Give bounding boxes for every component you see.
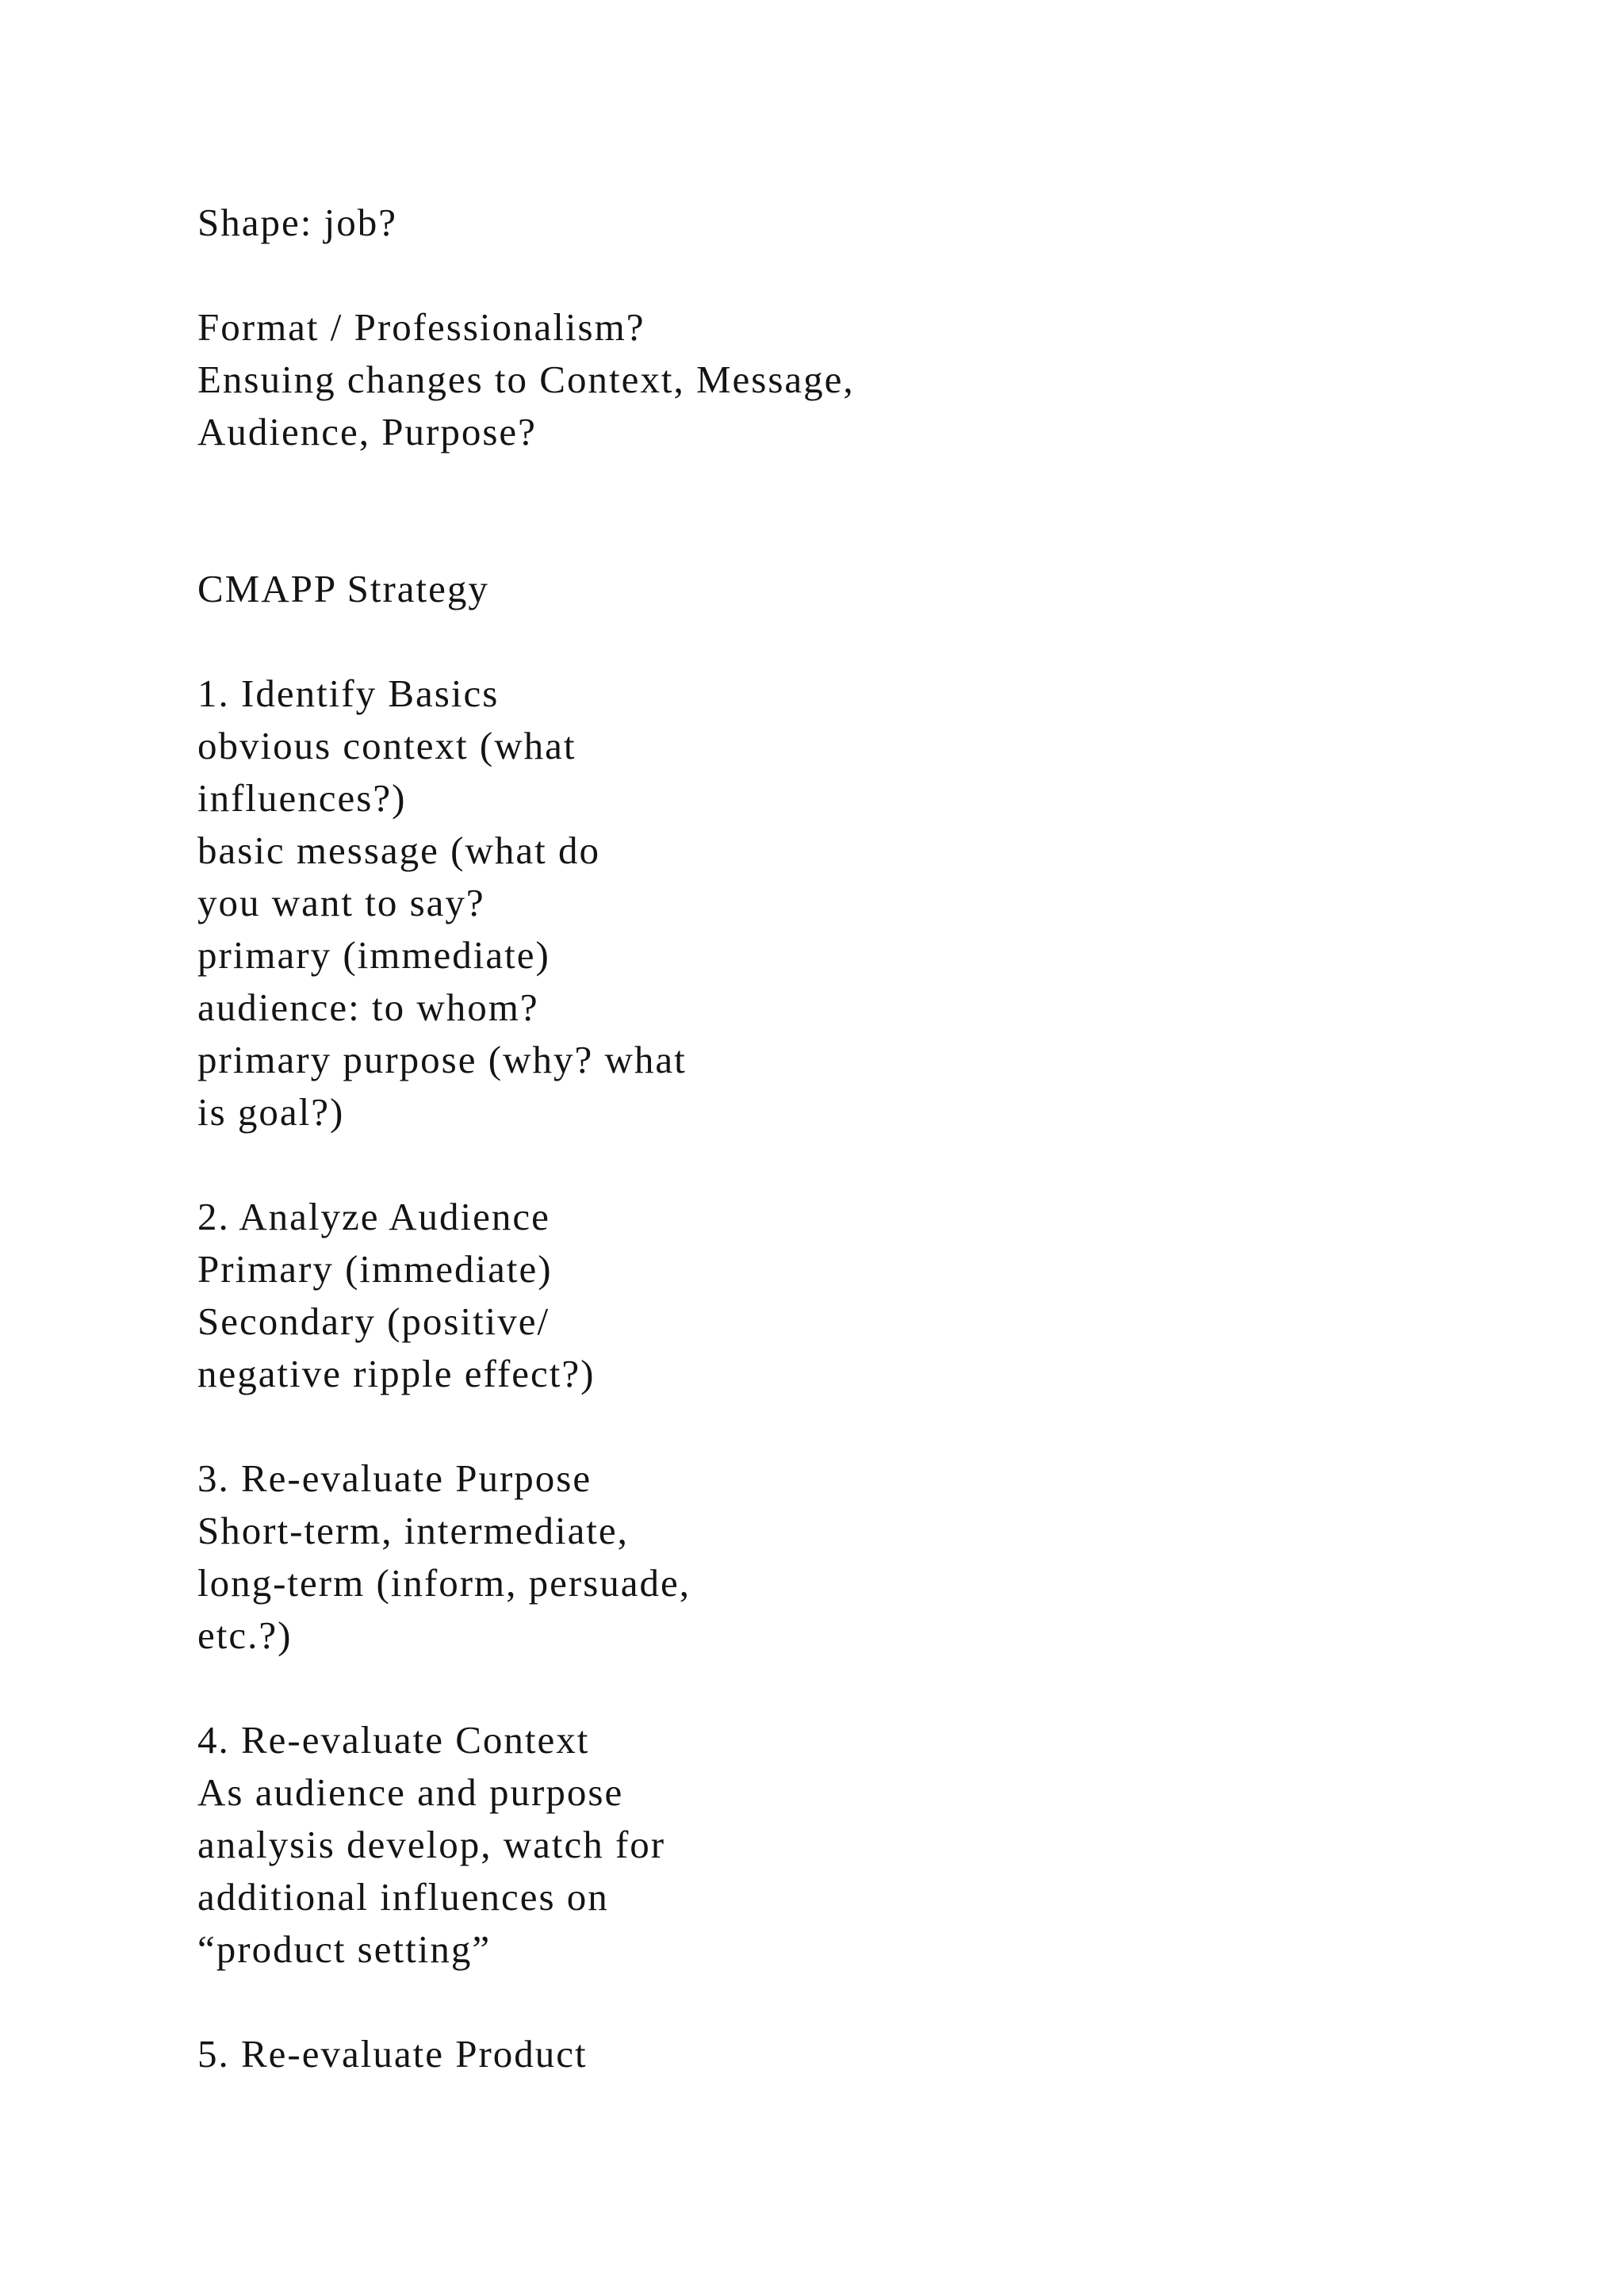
doc-line: Secondary (positive/ bbox=[197, 1299, 550, 1343]
step-heading-reevaluate-product: 5. Re-evaluate Product bbox=[197, 2032, 588, 2076]
doc-line: primary purpose (why? what bbox=[197, 1038, 687, 1081]
doc-line: influences?) bbox=[197, 776, 407, 820]
doc-line: Short-term, intermediate, bbox=[197, 1509, 629, 1552]
step-heading-identify-basics: 1. Identify Basics bbox=[197, 672, 500, 715]
doc-line-audience-purpose: Audience, Purpose? bbox=[197, 410, 537, 453]
step-heading-analyze-audience: 2. Analyze Audience bbox=[197, 1195, 550, 1238]
step-heading-reevaluate-purpose: 3. Re-evaluate Purpose bbox=[197, 1456, 592, 1500]
doc-line: audience: to whom? bbox=[197, 985, 539, 1029]
doc-line: is goal?) bbox=[197, 1090, 345, 1134]
doc-line-ensuing: Ensuing changes to Context, Message, bbox=[197, 358, 855, 401]
doc-line: As audience and purpose bbox=[197, 1770, 624, 1814]
doc-line: etc.?) bbox=[197, 1613, 293, 1657]
doc-line: analysis develop, watch for bbox=[197, 1823, 666, 1866]
doc-line-format: Format / Professionalism? bbox=[197, 305, 645, 349]
doc-line: additional influences on bbox=[197, 1875, 609, 1919]
doc-line: “product setting” bbox=[197, 1927, 492, 1971]
doc-line: basic message (what do bbox=[197, 828, 600, 872]
doc-line: negative ripple effect?) bbox=[197, 1352, 596, 1395]
doc-line: long-term (inform, persuade, bbox=[197, 1561, 691, 1605]
section-heading-cmapp: CMAPP Strategy bbox=[197, 567, 489, 610]
doc-line: obvious context (what bbox=[197, 724, 576, 767]
doc-line: you want to say? bbox=[197, 881, 485, 924]
doc-line: primary (immediate) bbox=[197, 933, 550, 977]
step-heading-reevaluate-context: 4. Re-evaluate Context bbox=[197, 1718, 590, 1762]
doc-line-shape: Shape: job? bbox=[197, 201, 397, 244]
doc-line: Primary (immediate) bbox=[197, 1247, 553, 1291]
